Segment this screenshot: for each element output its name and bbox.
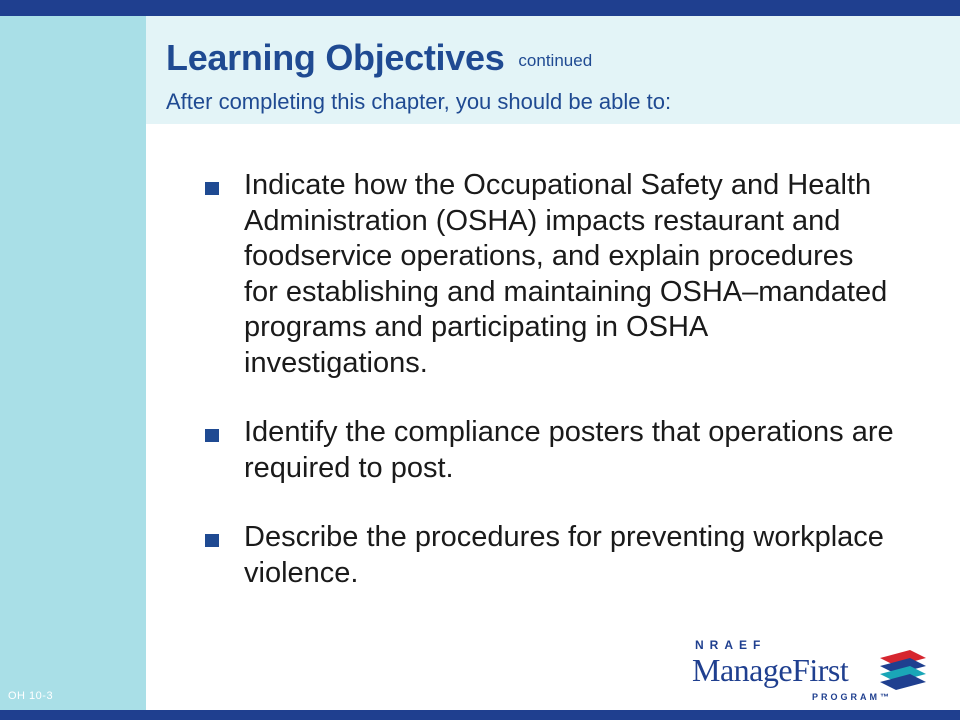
title-continued: continued [518,51,593,70]
managefirst-logo [692,638,932,706]
logo-top-text: NRAEF [695,638,767,652]
bullet-text: Indicate how the Occupational Safety and Health Administration (OSHA) impacts restaurant and foodservice operations, and explain procedures for establishing and maintaining OSHA–mandated programs and participating in OSHA investigations. [244,169,888,379]
slide-subtitle: After completing this chapter, you should be able to: [166,89,672,114]
bullet-text: Describe the procedures for preventing workplace violence. [244,521,884,589]
bullet-item [205,168,895,381]
bullet-item [205,415,895,486]
slide-number: OH 10-3 [8,690,54,702]
bullet-square-icon [205,534,219,547]
title-line [166,36,946,88]
stacked-stripes-logo-icon [876,648,930,694]
bullet-text: Identify the compliance posters that operations are required to post. [244,416,894,484]
slide-title: Learning Objectives [166,37,505,78]
title-area [166,36,946,116]
bullet-square-icon [205,182,219,195]
logo-bottom-text: PROGRAM™ [812,692,892,702]
bullet-item [205,520,895,591]
bullet-list [205,168,895,591]
bullet-square-icon [205,429,219,442]
logo-main-text: ManageFirst [692,652,849,688]
left-panel [0,16,146,710]
bottom-band [0,710,960,720]
top-band [0,0,960,16]
